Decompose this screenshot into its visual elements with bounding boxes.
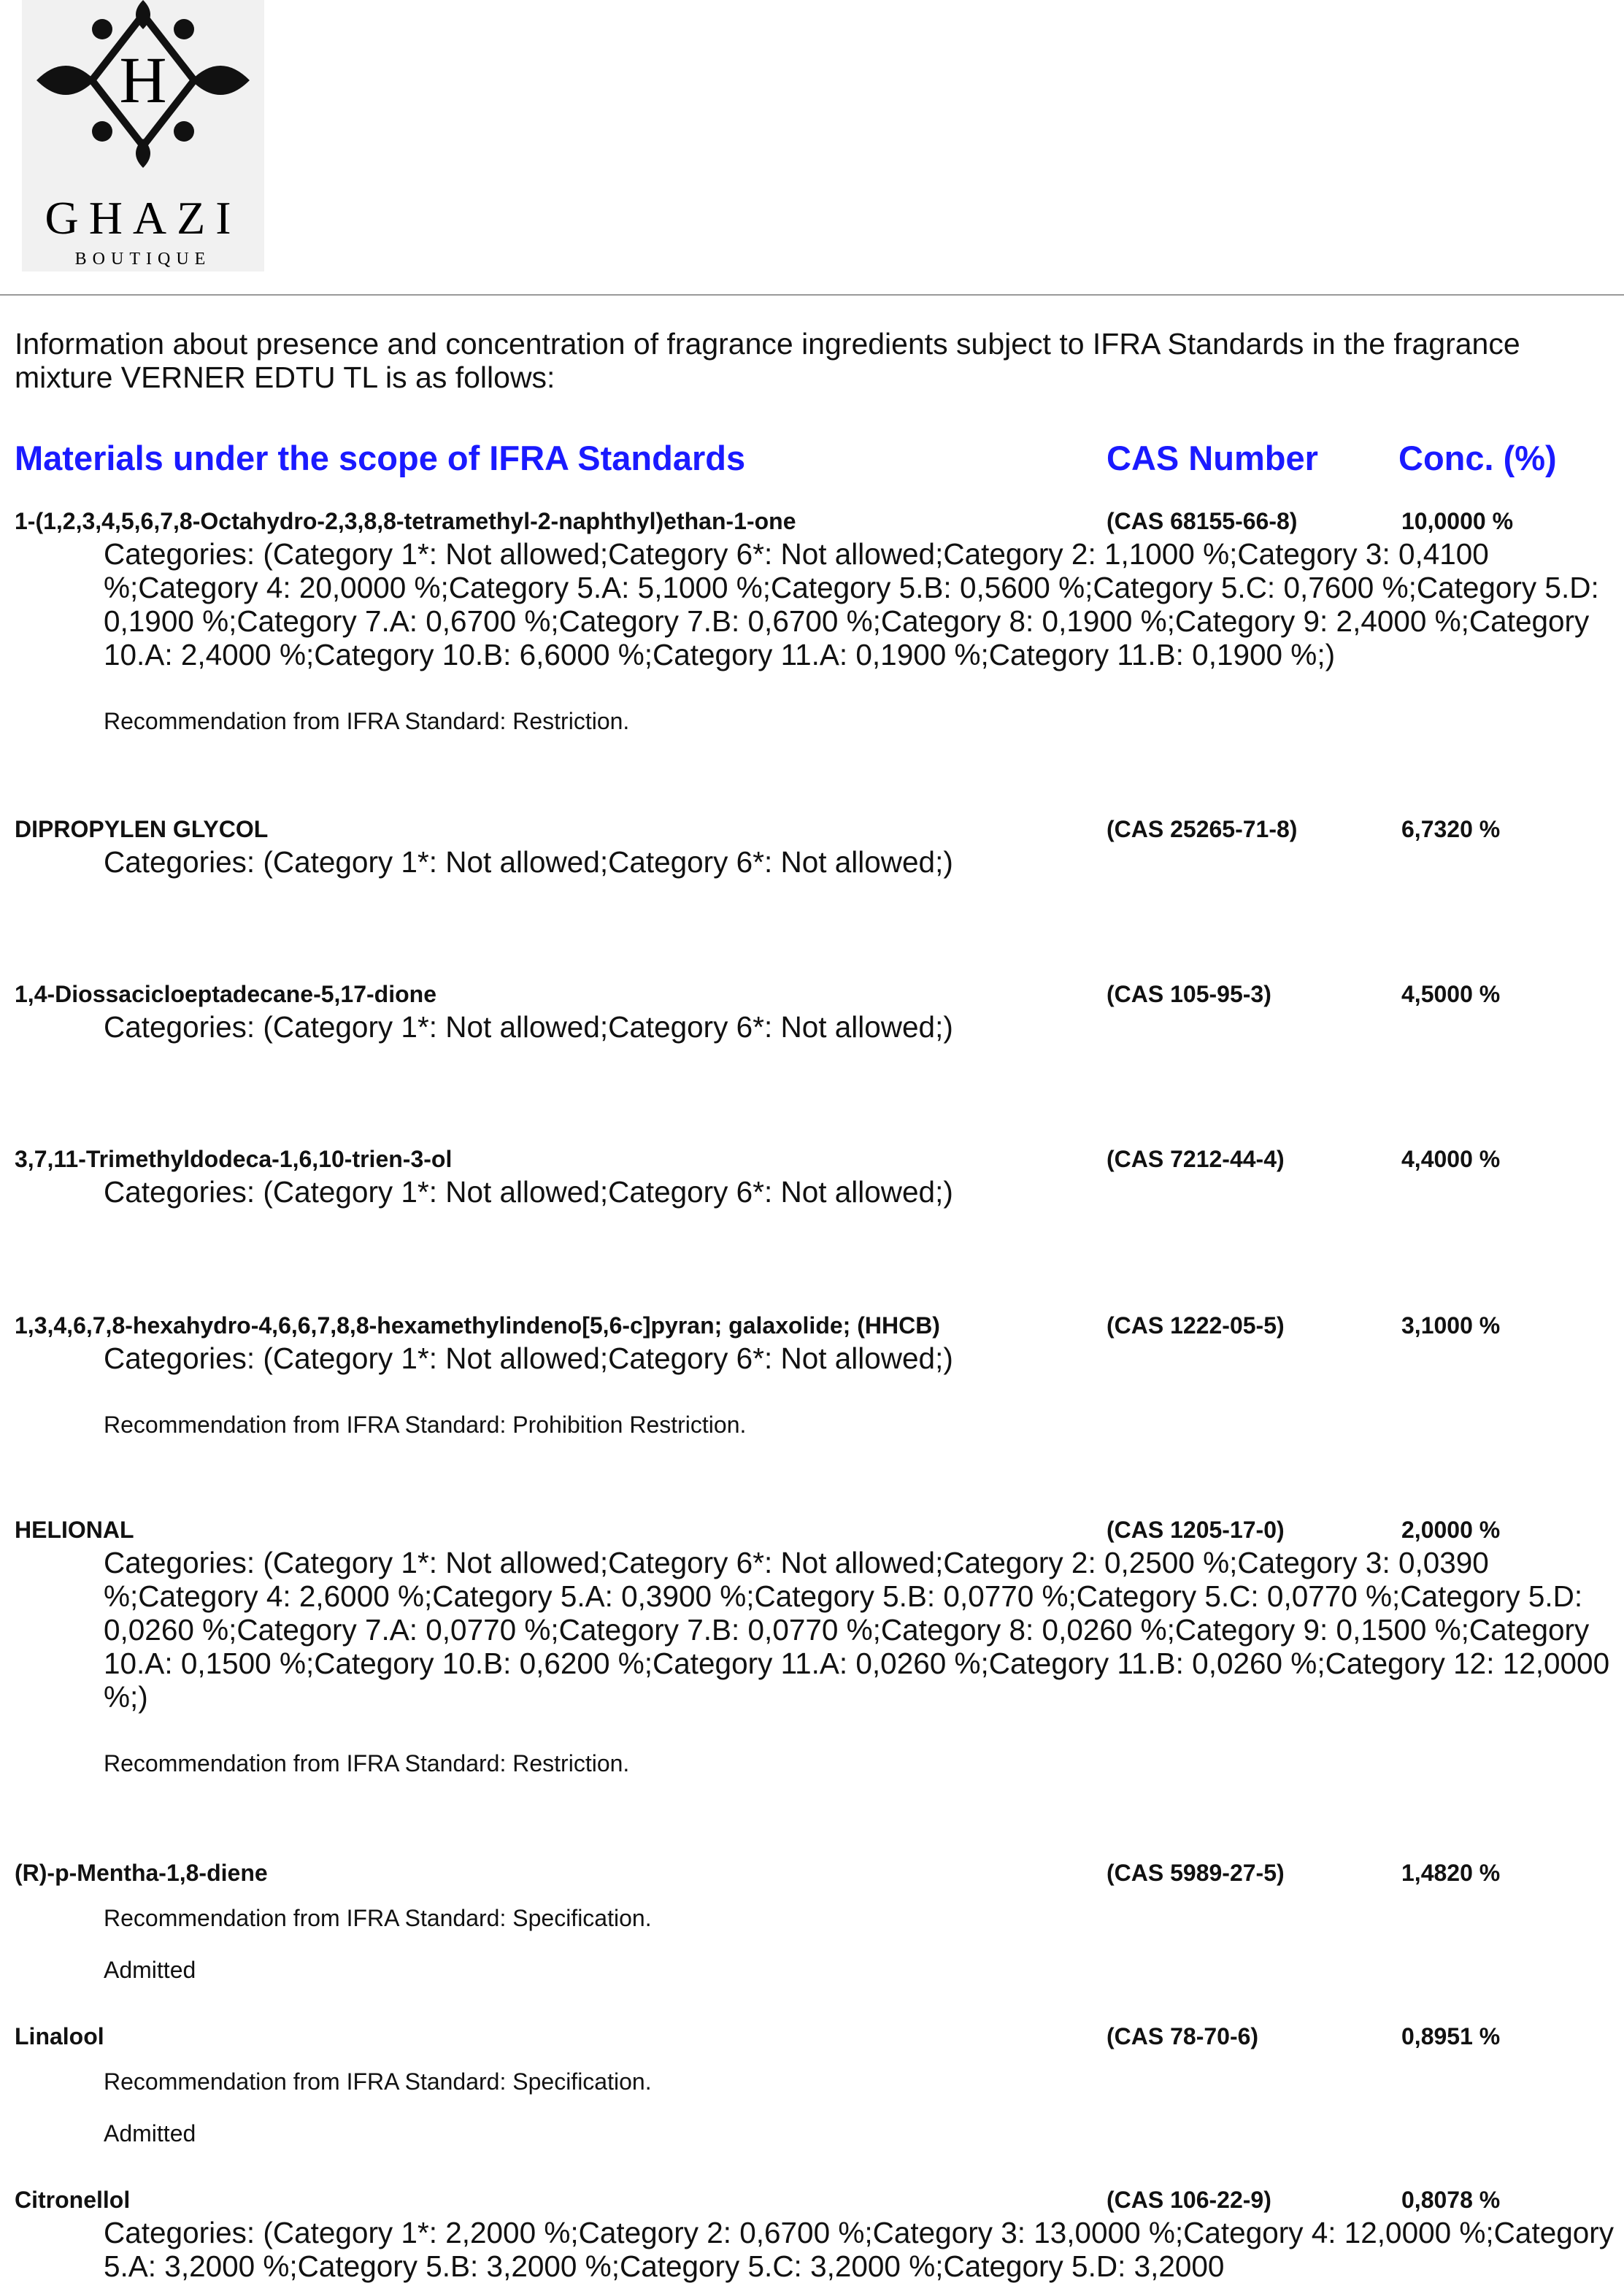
cas-number: (CAS 7212-44-4)	[1107, 1146, 1285, 1172]
ingredient-row	[0, 981, 1624, 1010]
ingredient-name: 1,4-Diossacicloeptadecane-5,17-dione	[15, 981, 436, 1007]
recommendation-text: Recommendation from IFRA Standard: Specification.	[104, 1905, 652, 1931]
ingredient-name: HELIONAL	[15, 1517, 134, 1543]
ingredient-row	[0, 816, 1624, 845]
cas-number: (CAS 5989-27-5)	[1107, 1860, 1285, 1886]
cas-number: (CAS 1205-17-0)	[1107, 1517, 1285, 1543]
admitted-text: Admitted	[104, 2120, 196, 2147]
categories-text: Categories: (Category 1*: Not allowed;Category 6*: Not allowed;)	[104, 1010, 953, 1044]
concentration: 1,4820 %	[1401, 1860, 1501, 1886]
ingredient-entry	[0, 1146, 1624, 1209]
ingredient-entry	[0, 2187, 1624, 2283]
categories-text: Categories: (Category 1*: Not allowed;Category 6*: Not allowed;)	[104, 1175, 953, 1209]
concentration: 2,0000 %	[1401, 1517, 1501, 1543]
header-cas: CAS Number	[1107, 439, 1318, 477]
svg-text:H: H	[119, 45, 167, 117]
concentration: 4,5000 %	[1401, 981, 1501, 1007]
cas-number: (CAS 78-70-6)	[1107, 2023, 1259, 2049]
ingredient-row	[0, 1517, 1624, 1546]
cas-number: (CAS 1222-05-5)	[1107, 1312, 1285, 1339]
ingredient-entry	[0, 981, 1624, 1044]
svg-text:GHAZI: GHAZI	[45, 192, 242, 244]
concentration: 4,4000 %	[1401, 1146, 1501, 1172]
ingredient-row	[0, 1146, 1624, 1175]
concentration: 0,8078 %	[1401, 2187, 1501, 2213]
ingredient-name: (R)-p-Mentha-1,8-diene	[15, 1860, 268, 1886]
cas-number: (CAS 68155-66-8)	[1107, 508, 1298, 534]
categories-text: Categories: (Category 1*: Not allowed;Category 6*: Not allowed;)	[104, 1341, 953, 1375]
ghazi-boutique-logo	[22, 0, 264, 272]
ingredient-entry	[0, 816, 1624, 879]
ingredient-name: 1,3,4,6,7,8-hexahydro-4,6,6,7,8,8-hexamethylindeno[5,6-c]pyran; galaxolide; (HHCB)	[15, 1312, 940, 1339]
intro-text: Information about presence and concentration of fragrance ingredients subject to IFRA Standards in the fragrance mixture VERNER EDTU TL is as follows:	[15, 327, 1520, 394]
ingredient-row	[0, 2187, 1624, 2216]
categories-text: Categories: (Category 1*: 2,2000 %;Category 2: 0,6700 %;Category 3: 13,0000 %;Category 4: 12,0000 %;Category 5.A: 3,2000 %;Category 5.B: 3,2000 %;Category 5.C: 3,2000 %;Category 5.D: 3,2000	[104, 2216, 1615, 2283]
categories-text: Categories: (Category 1*: Not allowed;Category 6*: Not allowed;Category 2: 1,1000 %;Category 3: 0,4100 %;Category 4: 20,0000 %;Category 5.A: 5,1000 %;Category 5.B: 0,5600 %;Category 5.C: 0,7600 %;Category 5.D: 0,1900 %;Category 7.A: 0,6700 %;Category 7.B: 0,6700 %;Category 8: 0,1900 %;Category 9: 2,4000 %;Category 10.A: 2,4000 %;Category 10.B: 6,6000 %;Category 11.A: 0,1900 %;Category 11.B: 0,1900 %;)	[104, 537, 1599, 671]
ingredient-row	[0, 1312, 1624, 1341]
recommendation-text: Recommendation from IFRA Standard: Specification.	[104, 2068, 652, 2095]
ingredient-entry	[0, 508, 1624, 735]
cas-number: (CAS 25265-71-8)	[1107, 816, 1298, 842]
ingredient-entry	[0, 1312, 1624, 1439]
ingredient-entry	[0, 1860, 1624, 1984]
header-divider	[0, 294, 1624, 296]
categories-text: Categories: (Category 1*: Not allowed;Category 6*: Not allowed;)	[104, 845, 953, 879]
svg-text:BOUTIQUE: BOUTIQUE	[74, 250, 212, 269]
ingredient-name: 1-(1,2,3,4,5,6,7,8-Octahydro-2,3,8,8-tetramethyl-2-naphthyl)ethan-1-one	[15, 508, 796, 534]
recommendation-text: Recommendation from IFRA Standard: Restriction.	[104, 708, 630, 734]
concentration: 10,0000 %	[1401, 508, 1514, 534]
concentration: 0,8951 %	[1401, 2023, 1501, 2049]
ingredient-name: Linalool	[15, 2023, 104, 2049]
ingredient-row	[0, 1860, 1624, 1889]
categories-text: Categories: (Category 1*: Not allowed;Category 6*: Not allowed;Category 2: 0,2500 %;Category 3: 0,0390 %;Category 4: 2,6000 %;Category 5.A: 0,3900 %;Category 5.B: 0,0770 %;Category 5.C: 0,0770 %;Category 5.D: 0,0260 %;Category 7.A: 0,0770 %;Category 7.B: 0,0770 %;Category 8: 0,0260 %;Category 9: 0,1500 %;Category 10.A: 0,1500 %;Category 10.B: 0,6200 %;Category 11.A: 0,0260 %;Category 11.B: 0,0260 %;Category 12: 12,0000 %;)	[104, 1546, 1610, 1714]
header-materials: Materials under the scope of IFRA Standards	[15, 439, 746, 477]
ingredient-name: 3,7,11-Trimethyldodeca-1,6,10-trien-3-ol	[15, 1146, 453, 1172]
admitted-text: Admitted	[104, 1957, 196, 1983]
ingredient-entry	[0, 2023, 1624, 2147]
ingredient-row	[0, 508, 1624, 537]
recommendation-text: Recommendation from IFRA Standard: Prohibition Restriction.	[104, 1412, 747, 1438]
ingredient-name: Citronellol	[15, 2187, 131, 2213]
concentration: 3,1000 %	[1401, 1312, 1501, 1339]
cas-number: (CAS 105-95-3)	[1107, 981, 1271, 1007]
ingredient-row	[0, 2023, 1624, 2052]
ingredient-entry	[0, 1517, 1624, 1777]
cas-number: (CAS 106-22-9)	[1107, 2187, 1271, 2213]
concentration: 6,7320 %	[1401, 816, 1501, 842]
ingredient-name: DIPROPYLEN GLYCOL	[15, 816, 269, 842]
recommendation-text: Recommendation from IFRA Standard: Restriction.	[104, 1750, 630, 1776]
header-conc: Conc. (%)	[1398, 439, 1557, 477]
